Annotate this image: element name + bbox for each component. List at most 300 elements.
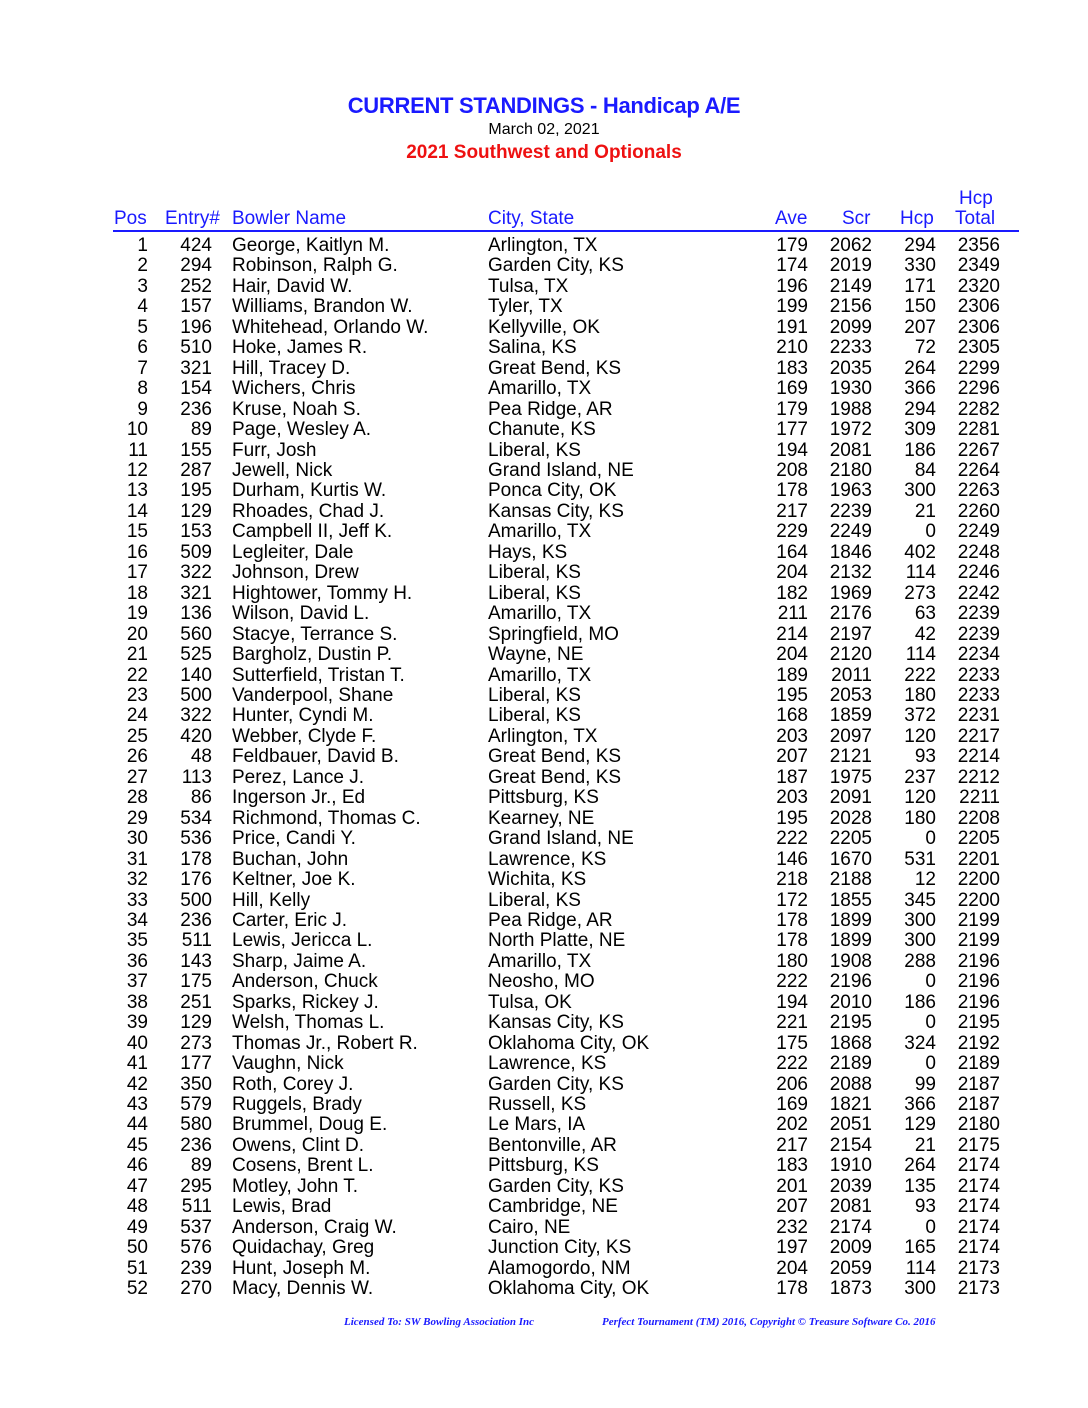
report-date: March 02, 2021 — [488, 121, 600, 138]
cell-total: 2320 — [957, 275, 1000, 297]
cell-scr: 2009 — [829, 1237, 872, 1259]
cell-name: Page, Wesley A. — [232, 419, 372, 441]
cell-ave: 177 — [776, 419, 808, 441]
cell-city: Great Bend, KS — [488, 746, 622, 768]
cell-scr: 2189 — [829, 1053, 872, 1075]
cell-scr: 1846 — [829, 541, 872, 563]
cell-name: Hill, Kelly — [232, 889, 311, 911]
col-total-header-bottom: Total — [955, 208, 996, 229]
cell-ave: 196 — [776, 275, 808, 297]
cell-ave: 218 — [776, 869, 808, 891]
table-row — [0, 788, 1088, 808]
cell-entry: 534 — [180, 807, 212, 829]
cell-hcp: 294 — [904, 398, 936, 420]
cell-city: Liberal, KS — [488, 582, 581, 604]
table-row — [0, 911, 1088, 931]
table-row — [0, 461, 1088, 481]
cell-name: Rhoades, Chad J. — [232, 500, 385, 522]
cell-name: Buchan, John — [232, 848, 349, 870]
cell-hcp: 330 — [904, 255, 936, 277]
cell-city: Tyler, TX — [488, 296, 563, 318]
cell-total: 2199 — [957, 930, 1000, 952]
cell-entry: 178 — [180, 848, 212, 870]
cell-ave: 202 — [776, 1114, 808, 1136]
cell-pos: 6 — [137, 337, 148, 359]
cell-city: Alamogordo, NM — [488, 1257, 631, 1279]
cell-entry: 579 — [180, 1094, 212, 1116]
cell-pos: 9 — [137, 398, 148, 420]
cell-name: Price, Candi Y. — [232, 828, 356, 850]
cell-pos: 38 — [126, 991, 148, 1013]
table-row — [0, 645, 1088, 665]
col-city-header: City, State — [488, 208, 575, 229]
cell-name: Wichers, Chris — [232, 378, 356, 400]
cell-scr: 2176 — [829, 603, 872, 625]
cell-city: Amarillo, TX — [488, 664, 592, 686]
cell-pos: 8 — [137, 378, 148, 400]
cell-entry: 48 — [190, 746, 212, 768]
table-row — [0, 359, 1088, 379]
cell-name: Johnson, Drew — [232, 562, 359, 584]
cell-hcp: 300 — [904, 1278, 936, 1300]
cell-city: Amarillo, TX — [488, 950, 592, 972]
cell-city: Garden City, KS — [488, 1175, 624, 1197]
cell-pos: 19 — [126, 603, 148, 625]
cell-ave: 232 — [776, 1216, 808, 1238]
cell-entry: 537 — [180, 1216, 212, 1238]
cell-name: Thomas Jr., Robert R. — [232, 1032, 418, 1054]
cell-scr: 2099 — [829, 316, 872, 338]
cell-pos: 28 — [126, 787, 148, 809]
cell-total: 2205 — [957, 828, 1000, 850]
table-row — [0, 1177, 1088, 1197]
cell-total: 2234 — [957, 644, 1000, 666]
table-row — [0, 1095, 1088, 1115]
cell-city: Amarillo, TX — [488, 603, 592, 625]
cell-hcp: 273 — [904, 582, 936, 604]
table-row — [0, 338, 1088, 358]
table-row — [0, 666, 1088, 686]
cell-name: Furr, Josh — [232, 439, 317, 461]
cell-city: Salina, KS — [488, 337, 577, 359]
cell-scr: 1868 — [829, 1032, 872, 1054]
cell-scr: 2011 — [831, 664, 872, 686]
cell-city: Lawrence, KS — [488, 848, 607, 870]
cell-pos: 2 — [137, 255, 148, 277]
cell-ave: 183 — [776, 1155, 808, 1177]
cell-name: Motley, John T. — [232, 1175, 359, 1197]
table-row — [0, 1156, 1088, 1176]
cell-scr: 2156 — [829, 296, 872, 318]
table-row — [0, 727, 1088, 747]
cell-scr: 1908 — [829, 950, 872, 972]
cell-hcp: 180 — [904, 684, 936, 706]
cell-city: Kellyville, OK — [488, 316, 600, 338]
cell-name: Bargholz, Dustin P. — [232, 644, 393, 666]
cell-entry: 252 — [180, 275, 212, 297]
table-row — [0, 1054, 1088, 1074]
cell-total: 2189 — [957, 1053, 1000, 1075]
cell-total: 2260 — [957, 500, 1000, 522]
cell-pos: 10 — [126, 419, 148, 441]
cell-pos: 14 — [126, 500, 148, 522]
cell-pos: 39 — [126, 1012, 148, 1034]
cell-entry: 136 — [180, 603, 212, 625]
cell-pos: 29 — [126, 807, 148, 829]
cell-city: Junction City, KS — [488, 1237, 632, 1259]
table-row — [0, 1034, 1088, 1054]
cell-total: 2306 — [957, 296, 1000, 318]
cell-entry: 157 — [180, 296, 212, 318]
cell-ave: 164 — [776, 541, 808, 563]
cell-entry: 177 — [180, 1053, 212, 1075]
cell-name: George, Kaitlyn M. — [232, 235, 390, 256]
cell-pos: 23 — [126, 684, 148, 706]
cell-ave: 178 — [776, 1278, 808, 1300]
cell-ave: 197 — [776, 1237, 808, 1259]
cell-name: Anderson, Craig W. — [232, 1216, 397, 1238]
copyright-text: Perfect Tournament (TM) 2016, Copyright © Treasure Software Co. 2016 — [602, 1316, 936, 1328]
table-row — [0, 604, 1088, 624]
cell-ave: 194 — [776, 991, 808, 1013]
cell-total: 2249 — [957, 521, 1000, 543]
cell-city: Ponca City, OK — [488, 480, 617, 502]
table-row — [0, 993, 1088, 1013]
cell-pos: 46 — [126, 1155, 148, 1177]
cell-hcp: 366 — [904, 378, 936, 400]
cell-pos: 11 — [128, 439, 148, 461]
table-row — [0, 297, 1088, 317]
cell-entry: 196 — [180, 316, 212, 338]
cell-total: 2239 — [957, 623, 1000, 645]
cell-scr: 2196 — [829, 971, 872, 993]
cell-hcp: 114 — [905, 1257, 936, 1279]
cell-hcp: 186 — [904, 991, 936, 1013]
cell-total: 2306 — [957, 316, 1000, 338]
cell-entry: 509 — [180, 541, 212, 563]
cell-name: Sutterfield, Tristan T. — [232, 664, 405, 686]
cell-pos: 33 — [126, 889, 148, 911]
col-entry-header: Entry# — [165, 208, 220, 229]
cell-city: Wayne, NE — [488, 644, 584, 666]
table-row — [0, 1136, 1088, 1156]
table-row — [0, 420, 1088, 440]
cell-name: Hill, Tracey D. — [232, 357, 351, 379]
cell-name: Robinson, Ralph G. — [232, 255, 398, 277]
cell-total: 2192 — [957, 1032, 1000, 1054]
cell-city: Hays, KS — [488, 541, 568, 563]
cell-scr: 2188 — [829, 869, 872, 891]
table-row — [0, 870, 1088, 890]
cell-ave: 199 — [776, 296, 808, 318]
cell-hcp: 222 — [904, 664, 936, 686]
cell-pos: 41 — [126, 1053, 148, 1075]
cell-hcp: 372 — [904, 705, 936, 727]
cell-total: 2200 — [957, 869, 1000, 891]
cell-name: Jewell, Nick — [232, 459, 333, 481]
cell-entry: 424 — [180, 235, 212, 256]
cell-pos: 1 — [137, 235, 148, 256]
cell-name: Hightower, Tommy H. — [232, 582, 413, 604]
cell-name: Welsh, Thomas L. — [232, 1012, 385, 1034]
cell-scr: 2035 — [829, 357, 872, 379]
cell-pos: 51 — [126, 1257, 148, 1279]
table-row — [0, 1075, 1088, 1095]
cell-hcp: 114 — [905, 562, 936, 584]
cell-name: Owens, Clint D. — [232, 1134, 364, 1156]
cell-scr: 2062 — [829, 235, 872, 256]
cell-hcp: 0 — [925, 521, 936, 543]
table-row — [0, 747, 1088, 767]
cell-ave: 204 — [776, 1257, 808, 1279]
cell-city: Grand Island, NE — [488, 459, 634, 481]
cell-ave: 201 — [776, 1175, 808, 1197]
header-divider — [113, 230, 1019, 232]
cell-scr: 2010 — [829, 991, 872, 1013]
cell-scr: 1910 — [829, 1155, 872, 1177]
cell-entry: 350 — [180, 1073, 212, 1095]
cell-name: Sparks, Rickey J. — [232, 991, 379, 1013]
cell-hcp: 300 — [904, 909, 936, 931]
cell-ave: 182 — [776, 582, 808, 604]
cell-total: 2195 — [957, 1012, 1000, 1034]
cell-pos: 45 — [126, 1134, 148, 1156]
cell-pos: 34 — [126, 909, 148, 931]
cell-entry: 251 — [180, 991, 212, 1013]
cell-entry: 86 — [190, 787, 212, 809]
table-row — [0, 1279, 1088, 1299]
cell-total: 2267 — [957, 439, 1000, 461]
cell-total: 2174 — [957, 1175, 1000, 1197]
table-row — [0, 686, 1088, 706]
cell-total: 2196 — [957, 971, 1000, 993]
cell-city: Oklahoma City, OK — [488, 1032, 650, 1054]
cell-ave: 206 — [776, 1073, 808, 1095]
cell-total: 2299 — [957, 357, 1000, 379]
cell-total: 2305 — [957, 337, 1000, 359]
table-row — [0, 972, 1088, 992]
cell-scr: 1930 — [829, 378, 872, 400]
cell-hcp: 135 — [904, 1175, 936, 1197]
cell-total: 2281 — [957, 419, 1000, 441]
cell-hcp: 186 — [904, 439, 936, 461]
cell-ave: 179 — [776, 398, 808, 420]
cell-name: Webber, Clyde F. — [232, 725, 377, 747]
cell-city: Liberal, KS — [488, 562, 581, 584]
cell-scr: 2180 — [829, 459, 872, 481]
cell-pos: 26 — [126, 746, 148, 768]
cell-city: Amarillo, TX — [488, 378, 592, 400]
cell-entry: 322 — [180, 562, 212, 584]
cell-name: Sharp, Jaime A. — [232, 950, 367, 972]
cell-total: 2199 — [957, 909, 1000, 931]
table-row — [0, 481, 1088, 501]
cell-city: Tulsa, TX — [488, 275, 569, 297]
cell-city: Garden City, KS — [488, 1073, 624, 1095]
cell-hcp: 324 — [904, 1032, 936, 1054]
cell-entry: 560 — [180, 623, 212, 645]
table-row — [0, 809, 1088, 829]
table-row — [0, 1013, 1088, 1033]
cell-entry: 129 — [180, 1012, 212, 1034]
cell-city: Springfield, MO — [488, 623, 619, 645]
cell-pos: 7 — [137, 357, 148, 379]
cell-total: 2214 — [957, 746, 1000, 768]
cell-entry: 295 — [180, 1175, 212, 1197]
table-row — [0, 379, 1088, 399]
cell-name: Campbell II, Jeff K. — [232, 521, 393, 543]
cell-name: Hunter, Cyndi M. — [232, 705, 374, 727]
cell-hcp: 402 — [904, 541, 936, 563]
cell-city: Oklahoma City, OK — [488, 1278, 650, 1300]
cell-name: Richmond, Thomas C. — [232, 807, 421, 829]
cell-name: Legleiter, Dale — [232, 541, 354, 563]
cell-hcp: 93 — [914, 1196, 936, 1218]
cell-total: 2174 — [957, 1155, 1000, 1177]
table-row — [0, 1259, 1088, 1279]
cell-scr: 2051 — [829, 1114, 872, 1136]
cell-total: 2196 — [957, 950, 1000, 972]
cell-hcp: 0 — [925, 828, 936, 850]
cell-ave: 217 — [776, 500, 808, 522]
cell-scr: 2249 — [829, 521, 872, 543]
cell-scr: 1670 — [829, 848, 872, 870]
cell-scr: 2149 — [829, 275, 872, 297]
cell-scr: 1972 — [829, 419, 872, 441]
cell-ave: 169 — [776, 378, 808, 400]
cell-name: Cosens, Brent L. — [232, 1155, 374, 1177]
cell-entry: 236 — [180, 909, 212, 931]
cell-name: Hoke, James R. — [232, 337, 368, 359]
cell-hcp: 42 — [914, 623, 936, 645]
cell-name: Feldbauer, David B. — [232, 746, 399, 768]
cell-scr: 2174 — [829, 1216, 872, 1238]
cell-entry: 236 — [180, 398, 212, 420]
table-row — [0, 502, 1088, 522]
cell-scr: 2039 — [829, 1175, 872, 1197]
cell-scr: 1969 — [829, 582, 872, 604]
cell-hcp: 114 — [905, 644, 936, 666]
table-row — [0, 1115, 1088, 1135]
col-name-header: Bowler Name — [232, 208, 347, 229]
cell-name: Quidachay, Greg — [232, 1237, 375, 1259]
cell-hcp: 0 — [925, 1012, 936, 1034]
cell-total: 2196 — [957, 991, 1000, 1013]
cell-total: 2242 — [957, 582, 1000, 604]
cell-city: Chanute, KS — [488, 419, 596, 441]
cell-hcp: 165 — [904, 1237, 936, 1259]
cell-scr: 2081 — [829, 439, 872, 461]
cell-entry: 89 — [190, 419, 212, 441]
cell-city: Pittsburg, KS — [488, 1155, 599, 1177]
cell-ave: 178 — [776, 930, 808, 952]
cell-hcp: 264 — [904, 357, 936, 379]
cell-city: Kansas City, KS — [488, 500, 624, 522]
cell-entry: 175 — [180, 971, 212, 993]
cell-ave: 178 — [776, 480, 808, 502]
cell-ave: 210 — [776, 337, 808, 359]
cell-scr: 2088 — [829, 1073, 872, 1095]
cell-pos: 49 — [126, 1216, 148, 1238]
cell-scr: 1975 — [829, 766, 872, 788]
cell-ave: 194 — [776, 439, 808, 461]
cell-ave: 168 — [776, 705, 808, 727]
cell-entry: 270 — [180, 1278, 212, 1300]
cell-pos: 18 — [126, 582, 148, 604]
cell-ave: 195 — [776, 807, 808, 829]
cell-hcp: 120 — [904, 725, 936, 747]
cell-ave: 195 — [776, 684, 808, 706]
cell-entry: 580 — [180, 1114, 212, 1136]
cell-total: 2263 — [957, 480, 1000, 502]
cell-hcp: 237 — [904, 766, 936, 788]
cell-total: 2173 — [957, 1257, 1000, 1279]
cell-pos: 13 — [126, 480, 148, 502]
cell-ave: 222 — [776, 1053, 808, 1075]
cell-hcp: 12 — [914, 869, 936, 891]
cell-total: 2175 — [957, 1134, 1000, 1156]
cell-entry: 140 — [180, 664, 212, 686]
cell-pos: 37 — [126, 971, 148, 993]
cell-name: Carter, Eric J. — [232, 909, 348, 931]
cell-hcp: 180 — [904, 807, 936, 829]
table-row — [0, 829, 1088, 849]
cell-city: Cairo, NE — [488, 1216, 571, 1238]
cell-total: 2264 — [957, 459, 1000, 481]
cell-hcp: 294 — [904, 235, 936, 256]
cell-city: Kansas City, KS — [488, 1012, 624, 1034]
cell-scr: 1873 — [829, 1278, 872, 1300]
cell-city: Le Mars, IA — [488, 1114, 586, 1136]
cell-ave: 180 — [776, 950, 808, 972]
cell-total: 2174 — [957, 1216, 1000, 1238]
tournament-name: 2021 Southwest and Optionals — [406, 142, 682, 163]
cell-entry: 321 — [180, 582, 212, 604]
cell-pos: 12 — [126, 459, 148, 481]
cell-hcp: 366 — [904, 1094, 936, 1116]
cell-pos: 20 — [126, 623, 148, 645]
cell-scr: 2053 — [829, 684, 872, 706]
cell-total: 2233 — [957, 664, 1000, 686]
cell-hcp: 531 — [904, 848, 936, 870]
cell-pos: 40 — [126, 1032, 148, 1054]
table-row — [0, 441, 1088, 461]
cell-pos: 16 — [126, 541, 148, 563]
cell-scr: 2019 — [829, 255, 872, 277]
cell-city: Arlington, TX — [488, 725, 598, 747]
cell-entry: 511 — [181, 930, 212, 952]
cell-ave: 172 — [776, 889, 808, 911]
cell-city: Grand Island, NE — [488, 828, 634, 850]
cell-pos: 25 — [126, 725, 148, 747]
cell-city: North Platte, NE — [488, 930, 626, 952]
cell-scr: 2091 — [829, 787, 872, 809]
cell-city: Neosho, MO — [488, 971, 595, 993]
cell-entry: 322 — [180, 705, 212, 727]
cell-ave: 211 — [777, 603, 808, 625]
cell-scr: 2081 — [829, 1196, 872, 1218]
cell-city: Garden City, KS — [488, 255, 624, 277]
cell-pos: 44 — [126, 1114, 148, 1136]
cell-total: 2356 — [957, 235, 1000, 256]
col-total-header-top: Hcp — [959, 188, 993, 209]
cell-ave: 222 — [776, 828, 808, 850]
cell-scr: 1899 — [829, 930, 872, 952]
cell-city: Pea Ridge, AR — [488, 398, 613, 420]
cell-hcp: 93 — [914, 746, 936, 768]
cell-ave: 191 — [776, 316, 808, 338]
cell-total: 2231 — [957, 705, 1000, 727]
